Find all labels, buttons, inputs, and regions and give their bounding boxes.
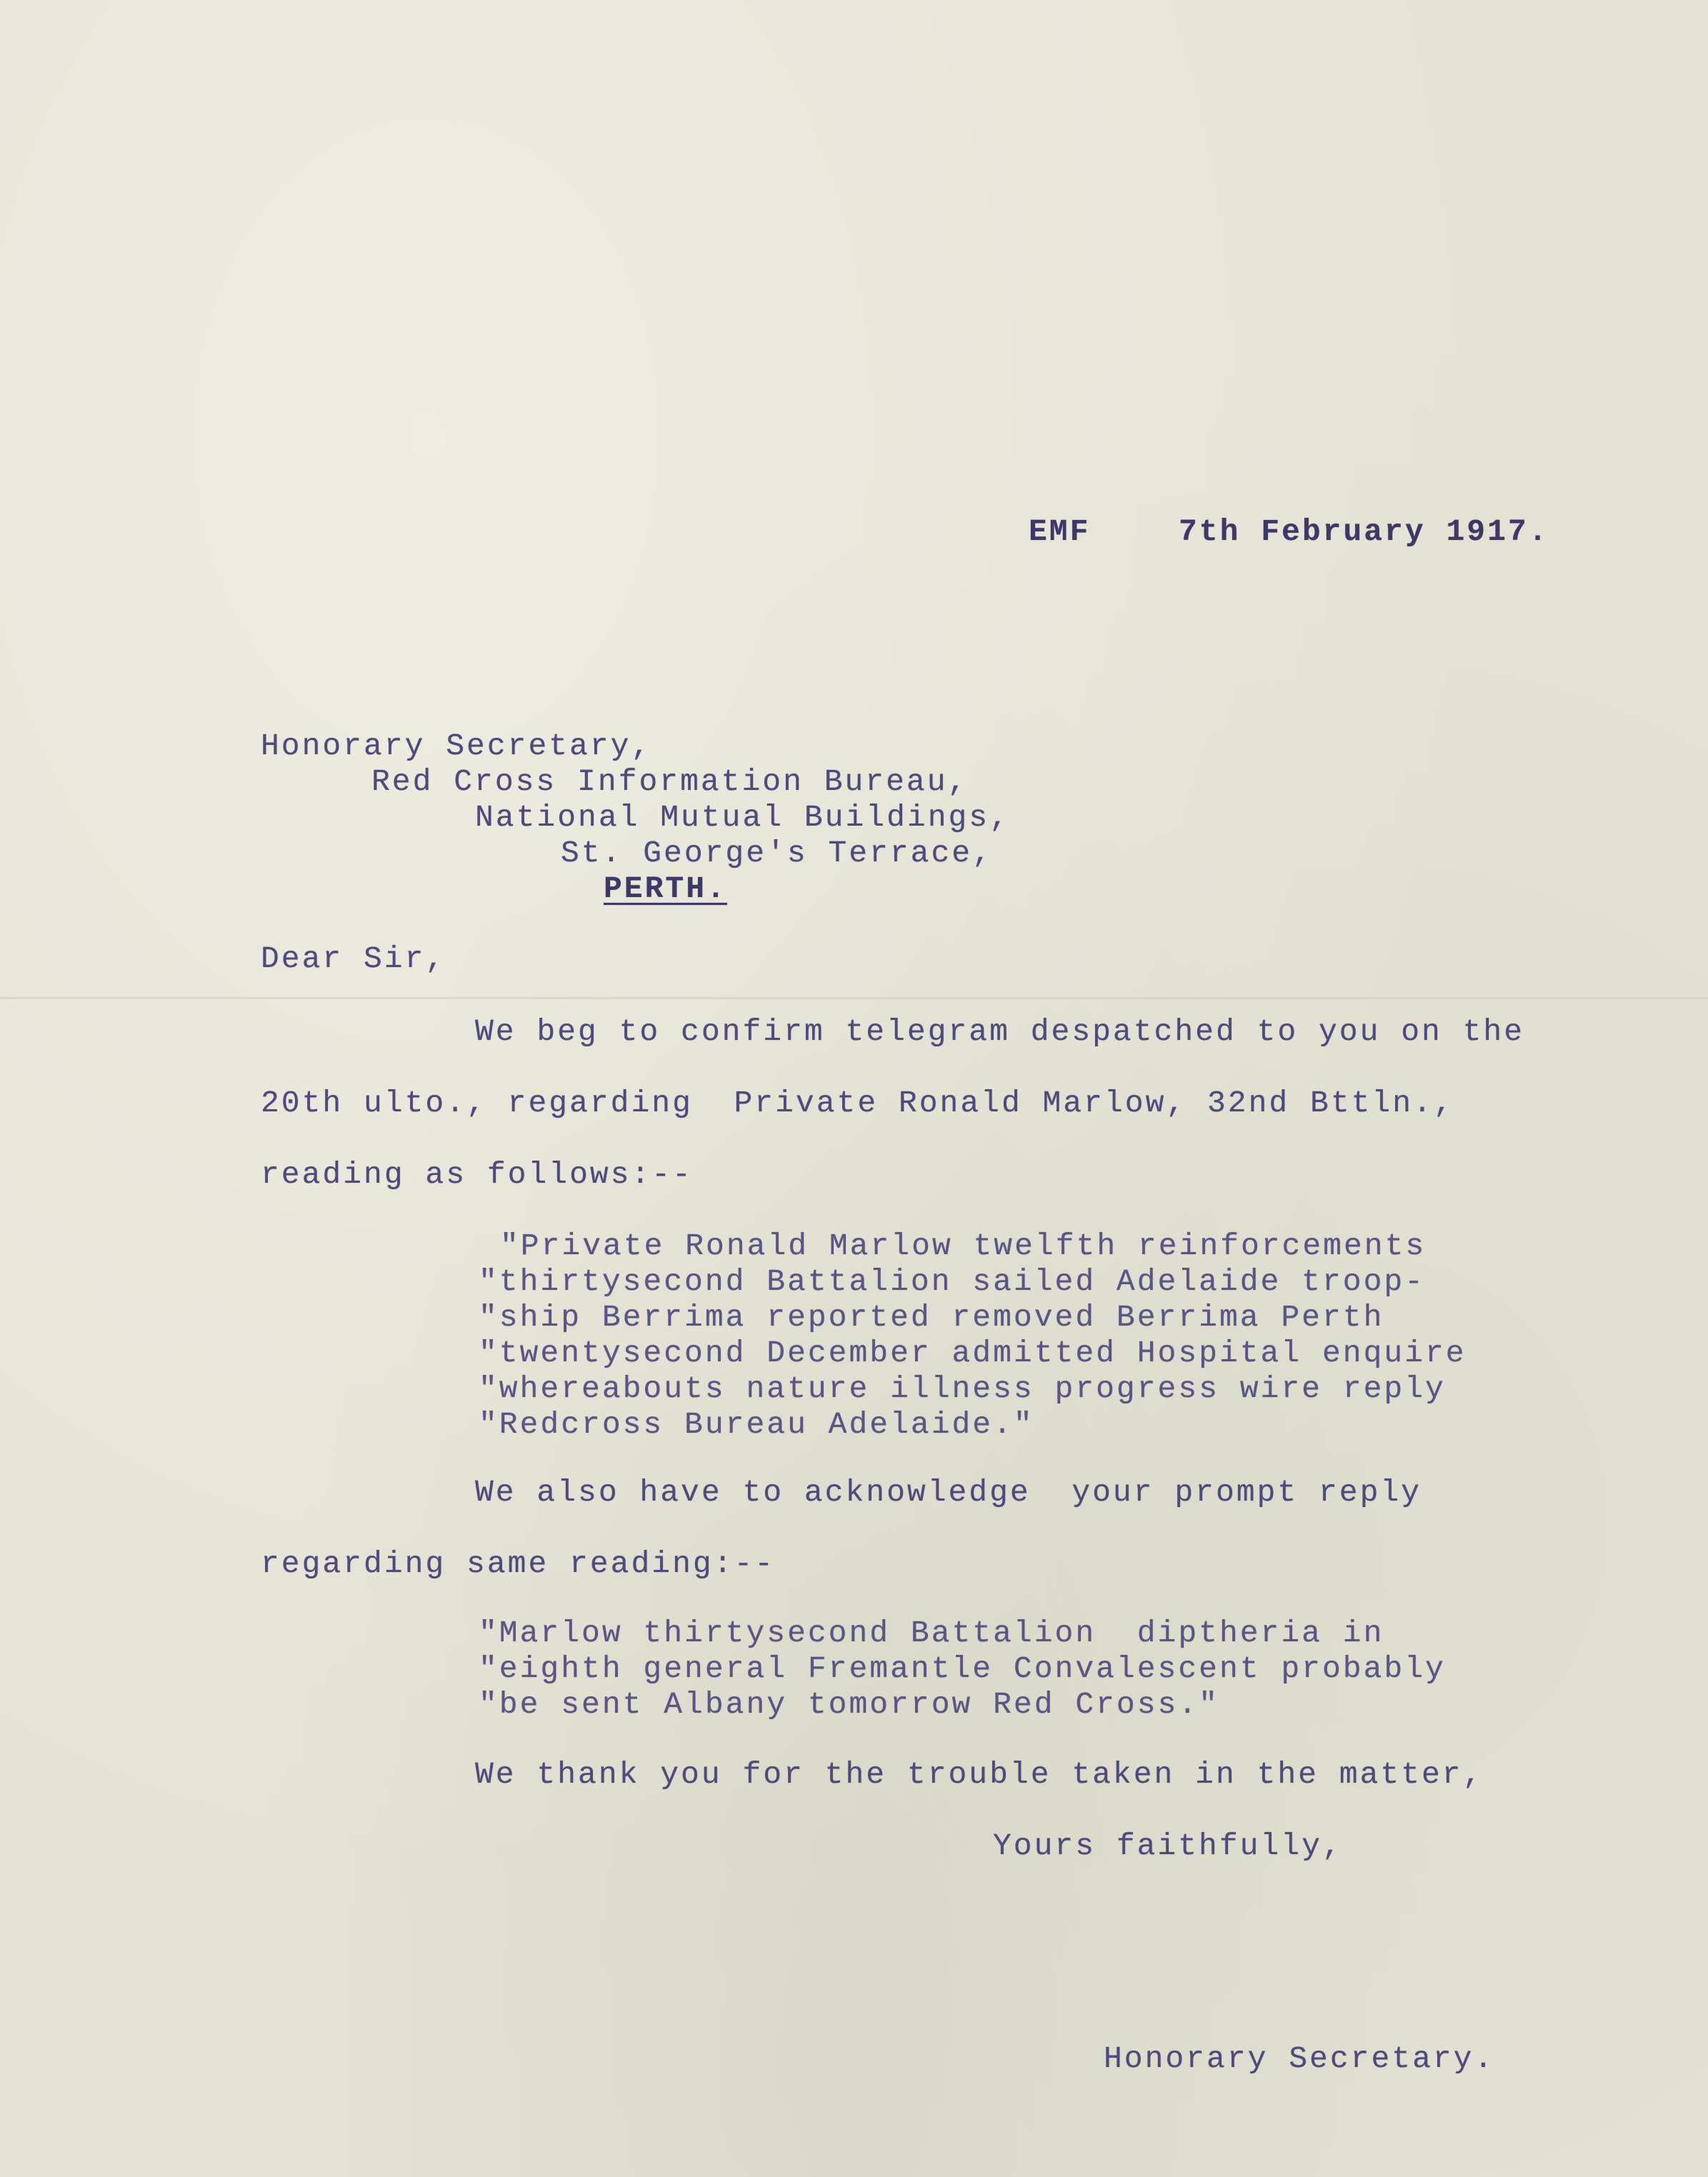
body-paragraph-2-line-1: We also have to acknowledge your prompt reply <box>475 1475 1422 1510</box>
signature-title: Honorary Secretary. <box>1104 2041 1495 2076</box>
telegram-1-line-5: "whereabouts nature illness progress wire reply <box>479 1371 1446 1406</box>
sender-initials: EMF <box>1029 514 1091 549</box>
body-paragraph-1-line-3: reading as follows:-- <box>261 1157 693 1192</box>
address-line-2: Red Cross Information Bureau, <box>371 764 969 799</box>
telegram-1-line-3: "ship Berrima reported removed Berrima Perth <box>479 1300 1384 1335</box>
telegram-2-line-1: "Marlow thirtysecond Battalion diptheria in <box>479 1616 1384 1651</box>
telegram-1-line-1: "Private Ronald Marlow twelfth reinforcements <box>500 1228 1427 1263</box>
telegram-1-line-6: "Redcross Bureau Adelaide." <box>479 1407 1034 1442</box>
valediction: Yours faithfully, <box>993 1828 1343 1863</box>
salutation: Dear Sir, <box>261 941 446 976</box>
address-line-4: St. George's Terrace, <box>561 836 993 871</box>
telegram-2-line-3: "be sent Albany tomorrow Red Cross." <box>479 1687 1219 1722</box>
telegram-1-line-4: "twentysecond December admitted Hospital enquire <box>479 1336 1467 1371</box>
body-paragraph-2-line-2: regarding same reading:-- <box>261 1546 776 1581</box>
telegram-2-line-2: "eighth general Fremantle Convalescent probably <box>479 1651 1446 1686</box>
letter-date: 7th February 1917. <box>1179 514 1549 549</box>
body-paragraph-1-line-2: 20th ulto., regarding Private Ronald Marlow, 32nd Bttln., <box>261 1086 1454 1121</box>
telegram-1-line-2: "thirtysecond Battalion sailed Adelaide troop- <box>479 1264 1425 1299</box>
paper-fold-line <box>0 997 1708 999</box>
address-line-3: National Mutual Buildings, <box>475 800 1010 835</box>
body-paragraph-1-line-1: We beg to confirm telegram despatched to you on the <box>475 1014 1525 1049</box>
address-line-1: Honorary Secretary, <box>261 729 652 764</box>
closing-thanks: We thank you for the trouble taken in the matter, <box>475 1757 1484 1792</box>
address-city: PERTH. <box>604 871 727 906</box>
